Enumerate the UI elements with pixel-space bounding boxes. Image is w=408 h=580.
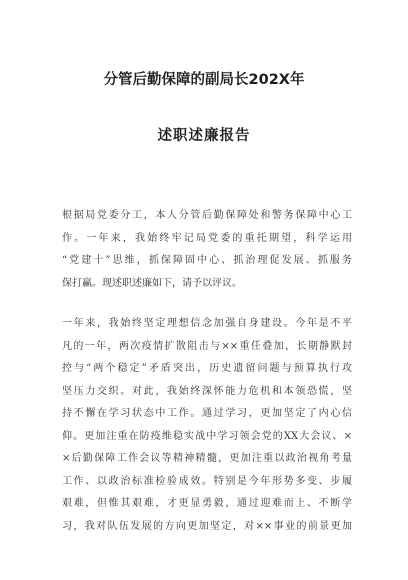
paragraph-body — [62, 313, 352, 538]
paragraph-line: 一年来，我始终坚定理想信念加强自身建设。今年是不平 — [62, 318, 352, 329]
document-title: 分管后勤保障的副局长202X年 — [103, 72, 305, 88]
paragraph-line: 工作、以政治标准检验成效。特别是今年形势多变、步履 — [62, 475, 352, 487]
paragraph-line: 习，我对队伍发展的方向更加坚定，对××事业的前景更加 — [62, 520, 352, 532]
paragraph-line: ×后勤保障工作会议等精神精髓，更加注重以政治视角考量 — [62, 453, 352, 464]
paragraph-line: 持不懈在学习状态中工作。通过学习，更加坚定了内心信 — [62, 408, 352, 419]
paragraph-line: 控与“两个稳定”矛盾突出，历史遗留问题与预算执行攻 — [62, 363, 352, 374]
paragraph-line: 作。一年来，我始终牢记局党委的重托期望，科学运用 — [62, 232, 352, 244]
paragraph-line: 根据局党委分工，本人分管后勤保障处和警务保障中心工 — [62, 210, 352, 221]
paragraph-line: 仰。更加注重在防疫维稳实战中学习领会党的XX大会议、× — [62, 430, 352, 442]
paragraph-line: 保打赢。现述职述廉如下，请予以评议。 — [62, 277, 242, 289]
paragraph-line: 艰难，但惟其艰难，才更显勇毅，通过迎难而上、不断学 — [62, 498, 352, 509]
paragraph-line: 坚压力交织。对此，我始终深怀能力危机和本领恐慌，坚 — [62, 385, 352, 397]
paragraph-intro — [62, 205, 352, 295]
document-subtitle: 述职述廉报告 — [157, 128, 251, 144]
paragraph-line: “党建十”思维，抓保障固中心、抓治理促发展、抓服务 — [62, 255, 352, 266]
paragraph-line: 凡的一年，两次疫情扩散阻击与××重任叠加，长期静默封 — [62, 340, 352, 352]
